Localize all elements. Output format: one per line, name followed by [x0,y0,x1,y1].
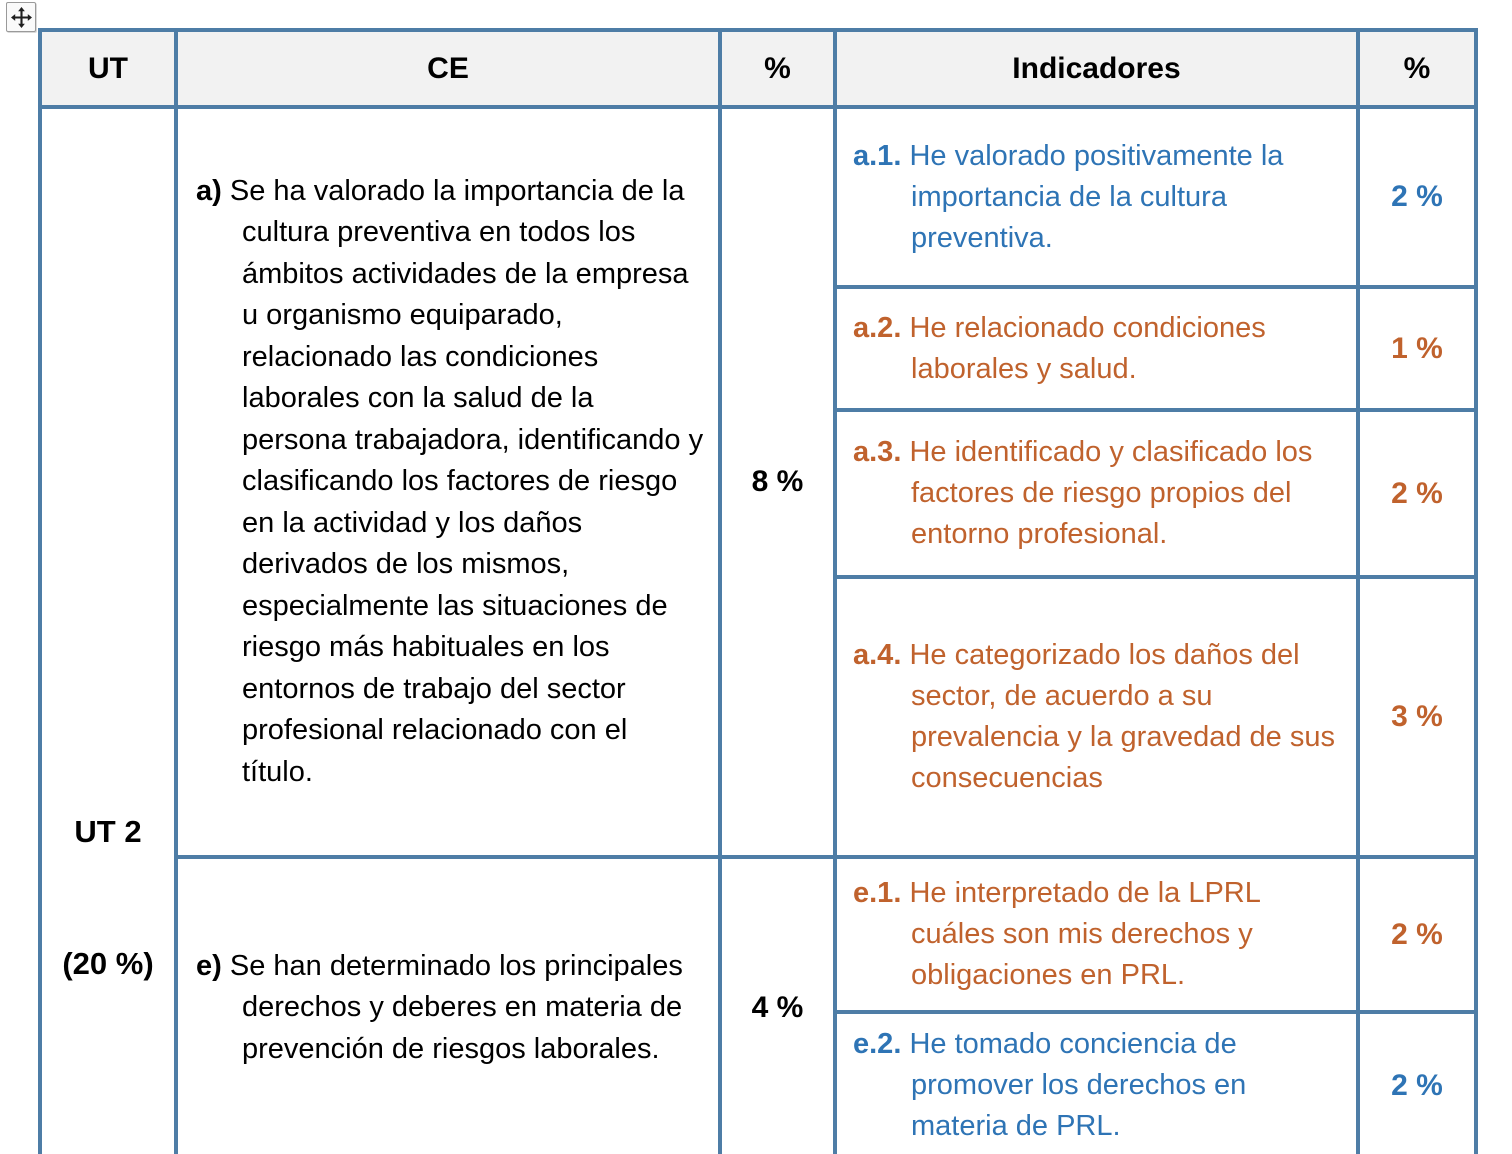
header-ut: UT [40,30,176,107]
indicator-weight-a2: 1 % [1358,287,1476,410]
indicator-label-a4: a.4. [853,639,902,671]
header-pct-ce: % [720,30,835,107]
ut-cell [40,107,176,1154]
ce-cell-a [176,107,720,857]
table-header-row [40,30,1476,107]
indicator-cell-a4 [835,577,1358,857]
indicator-text-a1: He valorado positivamente la importancia de la cultura preventiva. [909,139,1284,254]
indicator-text-e2: He tomado conciencia de promover los derechos en materia de PRL. [909,1028,1247,1142]
indicator-label-e2: e.2. [853,1028,902,1060]
indicator-label-a1: a.1. [853,139,902,172]
table-row [40,857,1476,1012]
ce-weight-e: 4 % [720,857,835,1154]
indicator-weight-a1: 2 % [1358,107,1476,287]
indicator-label-a2: a.2. [853,311,902,344]
evaluation-table [38,28,1478,1154]
ut-unit-label: UT 2 [74,814,142,849]
ce-weight-a: 8 % [720,107,835,857]
table-move-handle[interactable] [6,2,36,32]
indicator-weight-e2: 2 % [1358,1012,1476,1154]
ce-label-a: a) [196,174,222,207]
header-indicadores: Indicadores [835,30,1358,107]
indicator-weight-e1: 2 % [1358,857,1476,1012]
indicator-weight-a4: 3 % [1358,577,1476,857]
indicator-text-a2: He relacionado condiciones laborales y salud. [909,311,1266,385]
header-pct-ind: % [1358,30,1476,107]
indicator-text-a4: He categorizado los daños del sector, de acuerdo a su prevalencia y la gravedad de sus consecuencias [909,639,1335,794]
move-icon [11,7,32,28]
header-ce: CE [176,30,720,107]
ut-weight-label: (20 %) [62,946,154,981]
ce-label-e: e) [196,949,222,982]
indicator-cell-a1 [835,107,1358,287]
ce-cell-e [176,857,720,1154]
ce-text-a: Se ha valorado la importancia de la cultura preventiva en todos los ámbitos actividades de la empresa u organismo equiparado, relacionado las condiciones laborales con la salud de la persona trabajadora, identificando y clasificando los factores de riesgo en la actividad y los daños derivados de los mismos, especialmente las situaciones de riesgo más habituales en los entornos de trabajo del sector profesional relacionado con el título. [229,174,704,788]
indicator-weight-a3: 2 % [1358,410,1476,577]
table-row [40,107,1476,287]
indicator-cell-e1 [835,857,1358,1012]
indicator-cell-e2 [835,1012,1358,1154]
indicator-label-a3: a.3. [853,436,902,468]
ce-text-e: Se han determinado los principales derechos y deberes en materia de prevención de riesgos laborales. [229,949,683,1065]
indicator-text-a3: He identificado y clasificado los factores de riesgo propios del entorno profesional. [909,436,1313,550]
indicator-cell-a3 [835,410,1358,577]
indicator-cell-a2 [835,287,1358,410]
indicator-label-e1: e.1. [853,877,902,909]
indicator-text-e1: He interpretado de la LPRL cuáles son mis derechos y obligaciones en PRL. [909,877,1260,991]
